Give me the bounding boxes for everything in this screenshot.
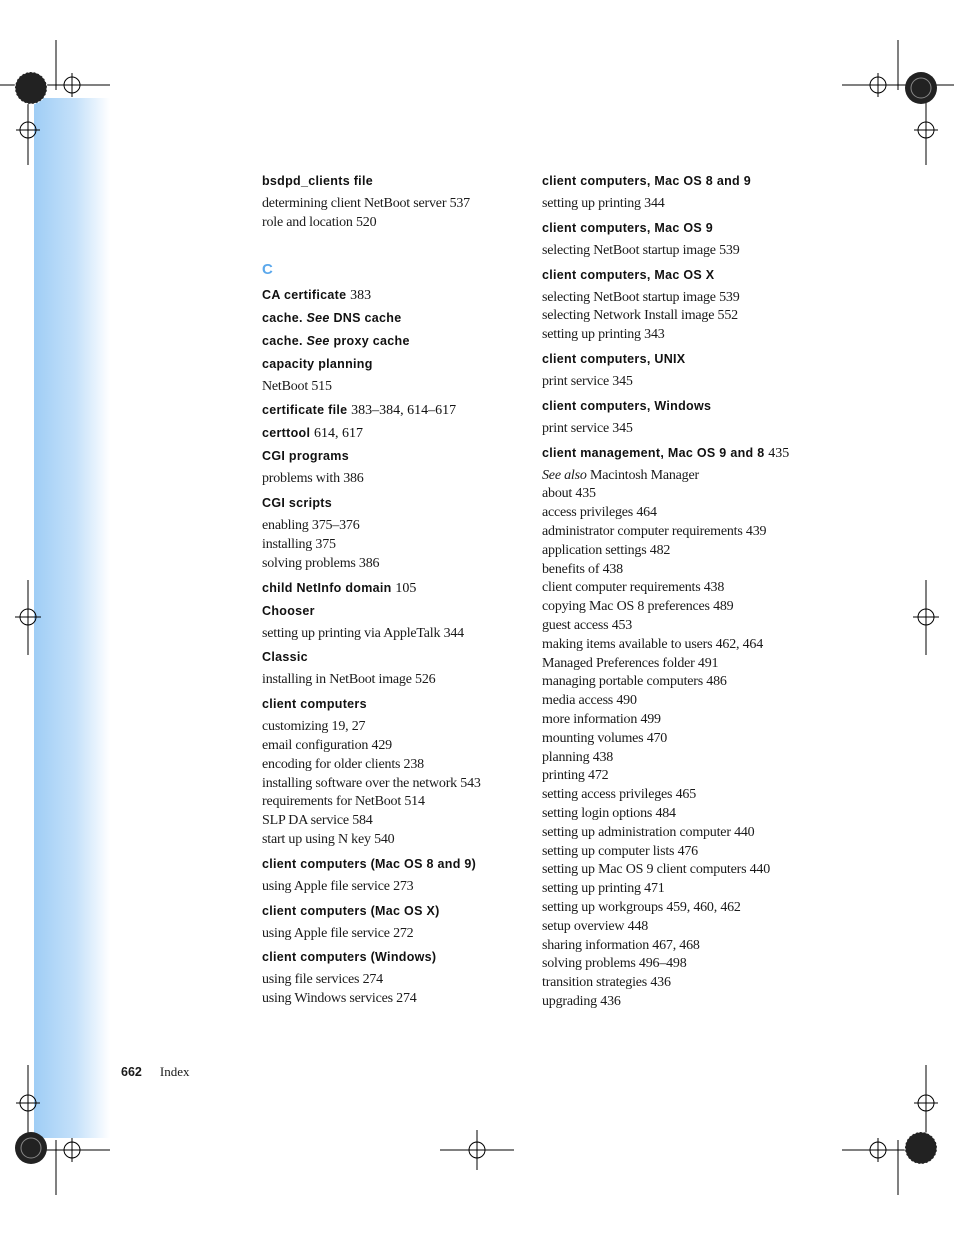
index-heading: client computers, Mac OS 8 and 9 bbox=[542, 174, 751, 188]
index-subentry: upgrading 436 bbox=[542, 993, 621, 1009]
index-subentry: start up using N key 540 bbox=[262, 831, 395, 847]
index-heading: client management, Mac OS 9 and 8 435 bbox=[542, 445, 790, 461]
index-subentry: planning 438 bbox=[542, 749, 614, 765]
index-subentry: encoding for older clients 238 bbox=[262, 756, 424, 772]
page-footer bbox=[121, 1064, 189, 1080]
index-subentry: email configuration 429 bbox=[262, 737, 392, 753]
index-subentry: setting up computer lists 476 bbox=[542, 843, 698, 859]
index-subentry: determining client NetBoot server 537 bbox=[262, 196, 470, 211]
page-number: 662 bbox=[121, 1065, 142, 1079]
index-subentry: setting login options 484 bbox=[542, 805, 676, 821]
index-subentry: client computer requirements 438 bbox=[542, 580, 725, 596]
index-subentry: transition strategies 436 bbox=[542, 975, 671, 991]
index-see-also: See also Macintosh Manager bbox=[542, 467, 699, 483]
index-heading: client computers, UNIX bbox=[542, 351, 686, 366]
index-subentry: print service 345 bbox=[542, 373, 633, 389]
index-subentry: using Windows services 274 bbox=[262, 991, 417, 1007]
index-subentry: media access 490 bbox=[542, 693, 637, 709]
index-subentry: installing 375 bbox=[262, 536, 336, 552]
index-subentry: problems with 386 bbox=[262, 471, 364, 487]
index-subentry: enabling 375–376 bbox=[262, 518, 360, 534]
index-subentry: solving problems 386 bbox=[262, 555, 380, 571]
index-subentry: setting up printing 344 bbox=[542, 196, 665, 211]
index-subentry: installing software over the network 543 bbox=[262, 775, 481, 791]
index-subentry: setting up printing 343 bbox=[542, 327, 665, 343]
index-subentry: mounting volumes 470 bbox=[542, 730, 668, 746]
index-subentry: printing 472 bbox=[542, 768, 609, 784]
index-subentry: NetBoot 515 bbox=[262, 378, 332, 394]
index-heading: cache. See DNS cache bbox=[262, 310, 402, 325]
index-subentry: setting up administration computer 440 bbox=[542, 824, 755, 840]
index-heading: Classic bbox=[262, 650, 308, 665]
index-subentry: solving problems 496–498 bbox=[542, 956, 687, 972]
index-subentry: requirements for NetBoot 514 bbox=[262, 794, 425, 810]
index-subentry: using Apple file service 272 bbox=[262, 925, 414, 941]
index-heading: client computers, Windows bbox=[542, 398, 712, 413]
index-heading: certtool 614, 617 bbox=[262, 426, 364, 442]
index-heading: client computers, Mac OS X bbox=[542, 267, 715, 282]
index-subentry: selecting Network Install image 552 bbox=[542, 308, 738, 324]
index-subentry: administrator computer requirements 439 bbox=[542, 523, 767, 539]
index-heading: client computers, Mac OS 9 bbox=[542, 220, 714, 235]
index-subentry: using Apple file service 273 bbox=[262, 878, 414, 894]
index-column-left bbox=[262, 174, 512, 1016]
index-heading: CGI programs bbox=[262, 449, 349, 464]
index-subentry: setting up Mac OS 9 client computers 440 bbox=[542, 862, 771, 878]
index-subentry: selecting NetBoot startup image 539 bbox=[542, 289, 740, 305]
index-subentry: setting up printing 471 bbox=[542, 881, 665, 897]
index-subentry: sharing information 467, 468 bbox=[542, 937, 700, 953]
index-heading: Chooser bbox=[262, 603, 315, 618]
index-heading: client computers (Mac OS X) bbox=[262, 903, 440, 918]
index-heading: capacity planning bbox=[262, 356, 373, 371]
index-heading: client computers (Windows) bbox=[262, 950, 437, 965]
index-subentry: guest access 453 bbox=[542, 617, 633, 633]
index-subentry: setting up workgroups 459, 460, 462 bbox=[542, 899, 741, 915]
index-heading: bsdpd_clients file bbox=[262, 174, 373, 188]
index-subentry: SLP DA service 584 bbox=[262, 813, 373, 829]
index-heading: cache. See proxy cache bbox=[262, 333, 410, 348]
index-subentry: installing in NetBoot image 526 bbox=[262, 672, 436, 688]
index-subentry: access privileges 464 bbox=[542, 505, 657, 521]
index-subentry: managing portable computers 486 bbox=[542, 674, 727, 690]
index-subentry: copying Mac OS 8 preferences 489 bbox=[542, 599, 734, 615]
index-heading: client computers (Mac OS 8 and 9) bbox=[262, 856, 477, 871]
index-subentry: setting up printing via AppleTalk 344 bbox=[262, 625, 464, 641]
index-subentry: setup overview 448 bbox=[542, 918, 649, 934]
index-subentry: role and location 520 bbox=[262, 214, 377, 230]
index-subentry: making items available to users 462, 464 bbox=[542, 636, 764, 652]
index-subentry: application settings 482 bbox=[542, 542, 671, 558]
index-subentry: setting access privileges 465 bbox=[542, 787, 696, 803]
footer-label: Index bbox=[159, 1064, 190, 1079]
index-subentry: Managed Preferences folder 491 bbox=[542, 655, 719, 671]
index-heading: client computers bbox=[262, 697, 367, 712]
index-column-right bbox=[542, 174, 792, 1019]
index-subentry: print service 345 bbox=[542, 420, 633, 436]
index-subentry: more information 499 bbox=[542, 711, 661, 727]
section-letter: C bbox=[262, 260, 273, 278]
index-subentry: benefits of 438 bbox=[542, 561, 623, 577]
index-heading: child NetInfo domain 105 bbox=[262, 580, 417, 596]
index-heading: CGI scripts bbox=[262, 496, 332, 511]
index-subentry: using file services 274 bbox=[262, 972, 383, 988]
index-subentry: customizing 19, 27 bbox=[262, 719, 366, 735]
index-heading: certificate file 383–384, 614–617 bbox=[262, 403, 457, 419]
index-subentry: selecting NetBoot startup image 539 bbox=[542, 242, 740, 258]
index-heading: CA certificate 383 bbox=[262, 287, 372, 303]
index-subentry: about 435 bbox=[542, 486, 596, 502]
